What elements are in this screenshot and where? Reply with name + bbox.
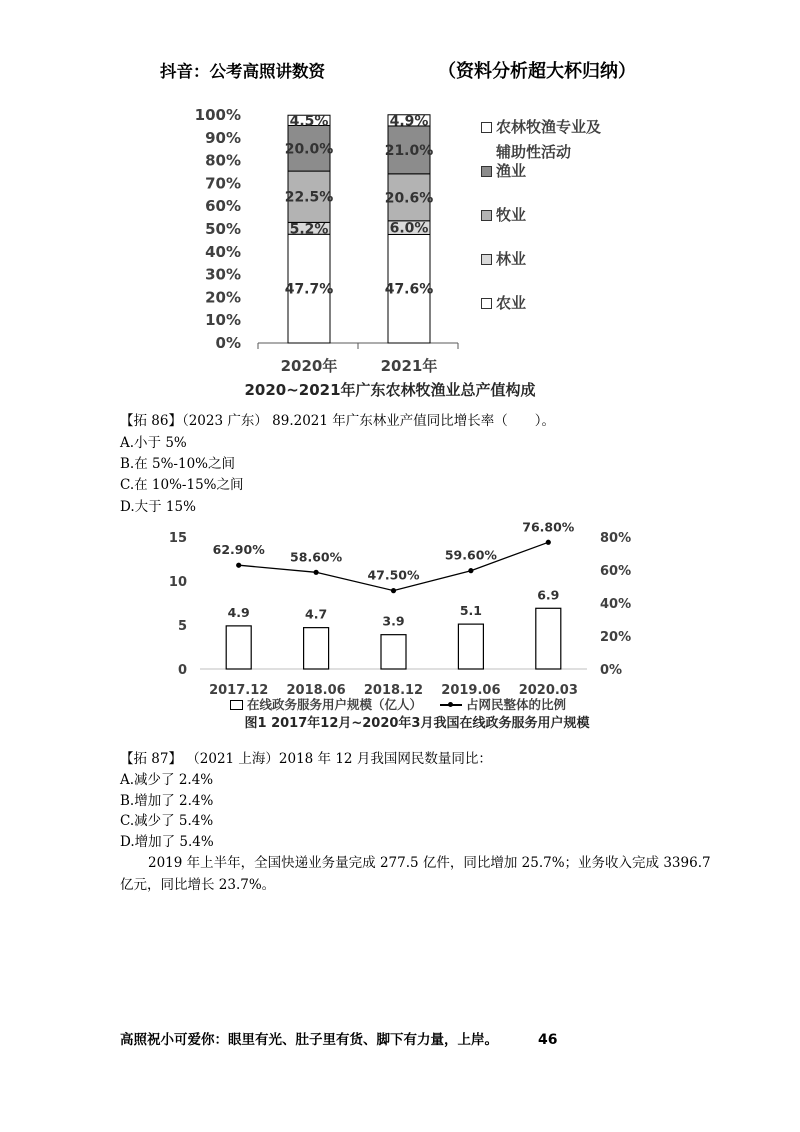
bar-3 (458, 624, 483, 669)
question-86-option-c: C.在 10%-15%之间 (120, 477, 244, 493)
segment-data-label: 21.0% (384, 142, 434, 159)
y-right-tick-label: 80% (600, 531, 632, 546)
page-number: 46 (538, 1032, 558, 1048)
question-86-stem: 【拓 86】（2023 广东） 89.2021 年广东林业产值同比增长率（ ）。 (120, 413, 556, 429)
bar-data-label: 3.9 (382, 613, 405, 629)
x-tick-label: 2018.12 (363, 683, 424, 698)
header-collection-title: （资料分析超大杯归纳） (438, 61, 636, 82)
legend-swatch (481, 210, 492, 221)
legend-swatch (481, 166, 492, 177)
y-tick-label: 70% (205, 174, 241, 193)
chart2-legend (230, 697, 566, 713)
y-left-tick-label: 10 (168, 575, 187, 590)
chart1-title: 2020~2021年广东农林牧渔业总产值构成 (244, 381, 536, 399)
material-paragraph-line-2: 亿元，同比增长 23.7%。 (120, 877, 276, 893)
y-tick-label: 20% (205, 288, 241, 307)
bar-0 (226, 626, 251, 669)
segment-data-label: 4.9% (389, 113, 429, 130)
question-87-option-b: B.增加了 2.4% (120, 793, 214, 809)
x-tick-label: 2019.06 (441, 683, 501, 698)
line-point-1 (314, 570, 319, 575)
x-tick-label: 2017.12 (209, 683, 269, 698)
x-tick-label: 2021年 (380, 357, 438, 375)
segment-data-label: 47.6% (384, 281, 434, 298)
y-right-tick-label: 60% (600, 564, 632, 579)
y-tick-label: 50% (205, 220, 241, 238)
footer-slogan: 高照祝小可爱你：眼里有光、肚子里有货、脚下有力量，上岸。 (120, 1032, 498, 1048)
question-86-option-d: D.大于 15% (120, 499, 196, 515)
question-87-option-c: C.减少了 5.4% (120, 813, 214, 829)
segment-data-label: 20.0% (284, 141, 334, 158)
legend-item (481, 291, 606, 316)
segment-data-label: 5.2% (289, 221, 329, 238)
segment-data-label: 47.7% (284, 281, 334, 298)
segment-data-label: 20.6% (384, 190, 434, 207)
question-87-stem: 【拓 87】 （2021 上海）2018 年 12 月我国网民数量同比： (120, 751, 492, 767)
line-data-label: 47.50% (367, 567, 420, 583)
bar-data-label: 4.9 (227, 604, 250, 620)
legend-swatch (481, 122, 492, 133)
legend-item (481, 203, 606, 228)
legend-label: 农业 (496, 294, 527, 312)
legend-item (481, 159, 606, 184)
line-point-0 (236, 563, 241, 568)
legend-label: 农林牧渔专业及辅助性活动 (496, 118, 602, 161)
legend-item (230, 697, 422, 713)
chart-online-gov-service-users (160, 505, 640, 705)
y-tick-label: 30% (205, 265, 241, 284)
question-87-option-d: D.增加了 5.4% (120, 834, 214, 850)
bar-1 (304, 628, 329, 669)
legend-item (440, 697, 566, 713)
x-tick-label: 2020.03 (518, 683, 578, 698)
legend-line-swatch (440, 700, 462, 710)
line-point-3 (468, 568, 473, 573)
legend-item (481, 115, 606, 165)
line-data-label: 58.60% (290, 549, 343, 565)
y-tick-label: 0% (215, 334, 241, 352)
y-tick-label: 10% (205, 311, 241, 330)
y-tick-label: 100% (194, 106, 241, 124)
bar-data-label: 5.1 (459, 603, 482, 619)
bar-4 (536, 608, 561, 669)
line-data-label: 76.80% (522, 519, 575, 535)
y-tick-label: 90% (205, 128, 241, 147)
x-tick-label: 2018.06 (286, 683, 346, 698)
bar-data-label: 6.9 (537, 587, 560, 603)
line-point-4 (546, 540, 551, 545)
header-channel: 抖音：公考高照讲数资 (160, 62, 325, 81)
y-tick-label: 80% (205, 151, 241, 170)
y-right-tick-label: 40% (600, 597, 632, 612)
question-86-option-b: B.在 5%-10%之间 (120, 456, 235, 472)
question-87-option-a: A.减少了 2.4% (120, 772, 214, 788)
x-tick-label: 2020年 (280, 357, 338, 375)
chart2-title: 图1 2017年12月~2020年3月我国在线政务服务用户规模 (244, 716, 590, 731)
line-data-label: 62.90% (212, 542, 265, 558)
legend-bar-swatch (230, 700, 243, 710)
legend-item (481, 247, 606, 272)
series-line (239, 542, 549, 590)
legend-label: 在线政务服务用户规模（亿人） (247, 697, 423, 712)
legend-swatch (481, 298, 492, 309)
chart-guangdong-output-structure (180, 100, 480, 390)
legend-label: 牧业 (496, 206, 527, 224)
legend-line-dot (448, 702, 453, 707)
legend-label: 占网民整体的比例 (466, 697, 567, 712)
line-data-label: 59.60% (444, 547, 497, 563)
bar-2 (381, 635, 406, 669)
y-right-tick-label: 20% (600, 630, 632, 645)
segment-data-label: 22.5% (284, 189, 334, 206)
y-left-tick-label: 5 (177, 619, 187, 634)
y-tick-label: 40% (205, 242, 241, 261)
y-left-tick-label: 15 (168, 531, 187, 546)
material-paragraph-line-1: 2019 年上半年，全国快递业务量完成 277.5 亿件，同比增加 25.7%；业务收入完成 3396.7 (148, 855, 711, 871)
y-tick-label: 60% (205, 197, 241, 216)
legend-label: 渔业 (496, 162, 527, 180)
y-left-tick-label: 0 (177, 663, 187, 678)
chart1-legend (481, 115, 651, 325)
y-right-tick-label: 0% (600, 663, 623, 678)
segment-data-label: 6.0% (389, 220, 429, 237)
question-86-option-a: A.小于 5% (120, 435, 187, 451)
legend-label: 林业 (496, 250, 527, 268)
bar-data-label: 4.7 (305, 606, 328, 622)
legend-swatch (481, 254, 492, 265)
segment-data-label: 4.5% (289, 113, 329, 130)
line-point-2 (391, 588, 396, 593)
